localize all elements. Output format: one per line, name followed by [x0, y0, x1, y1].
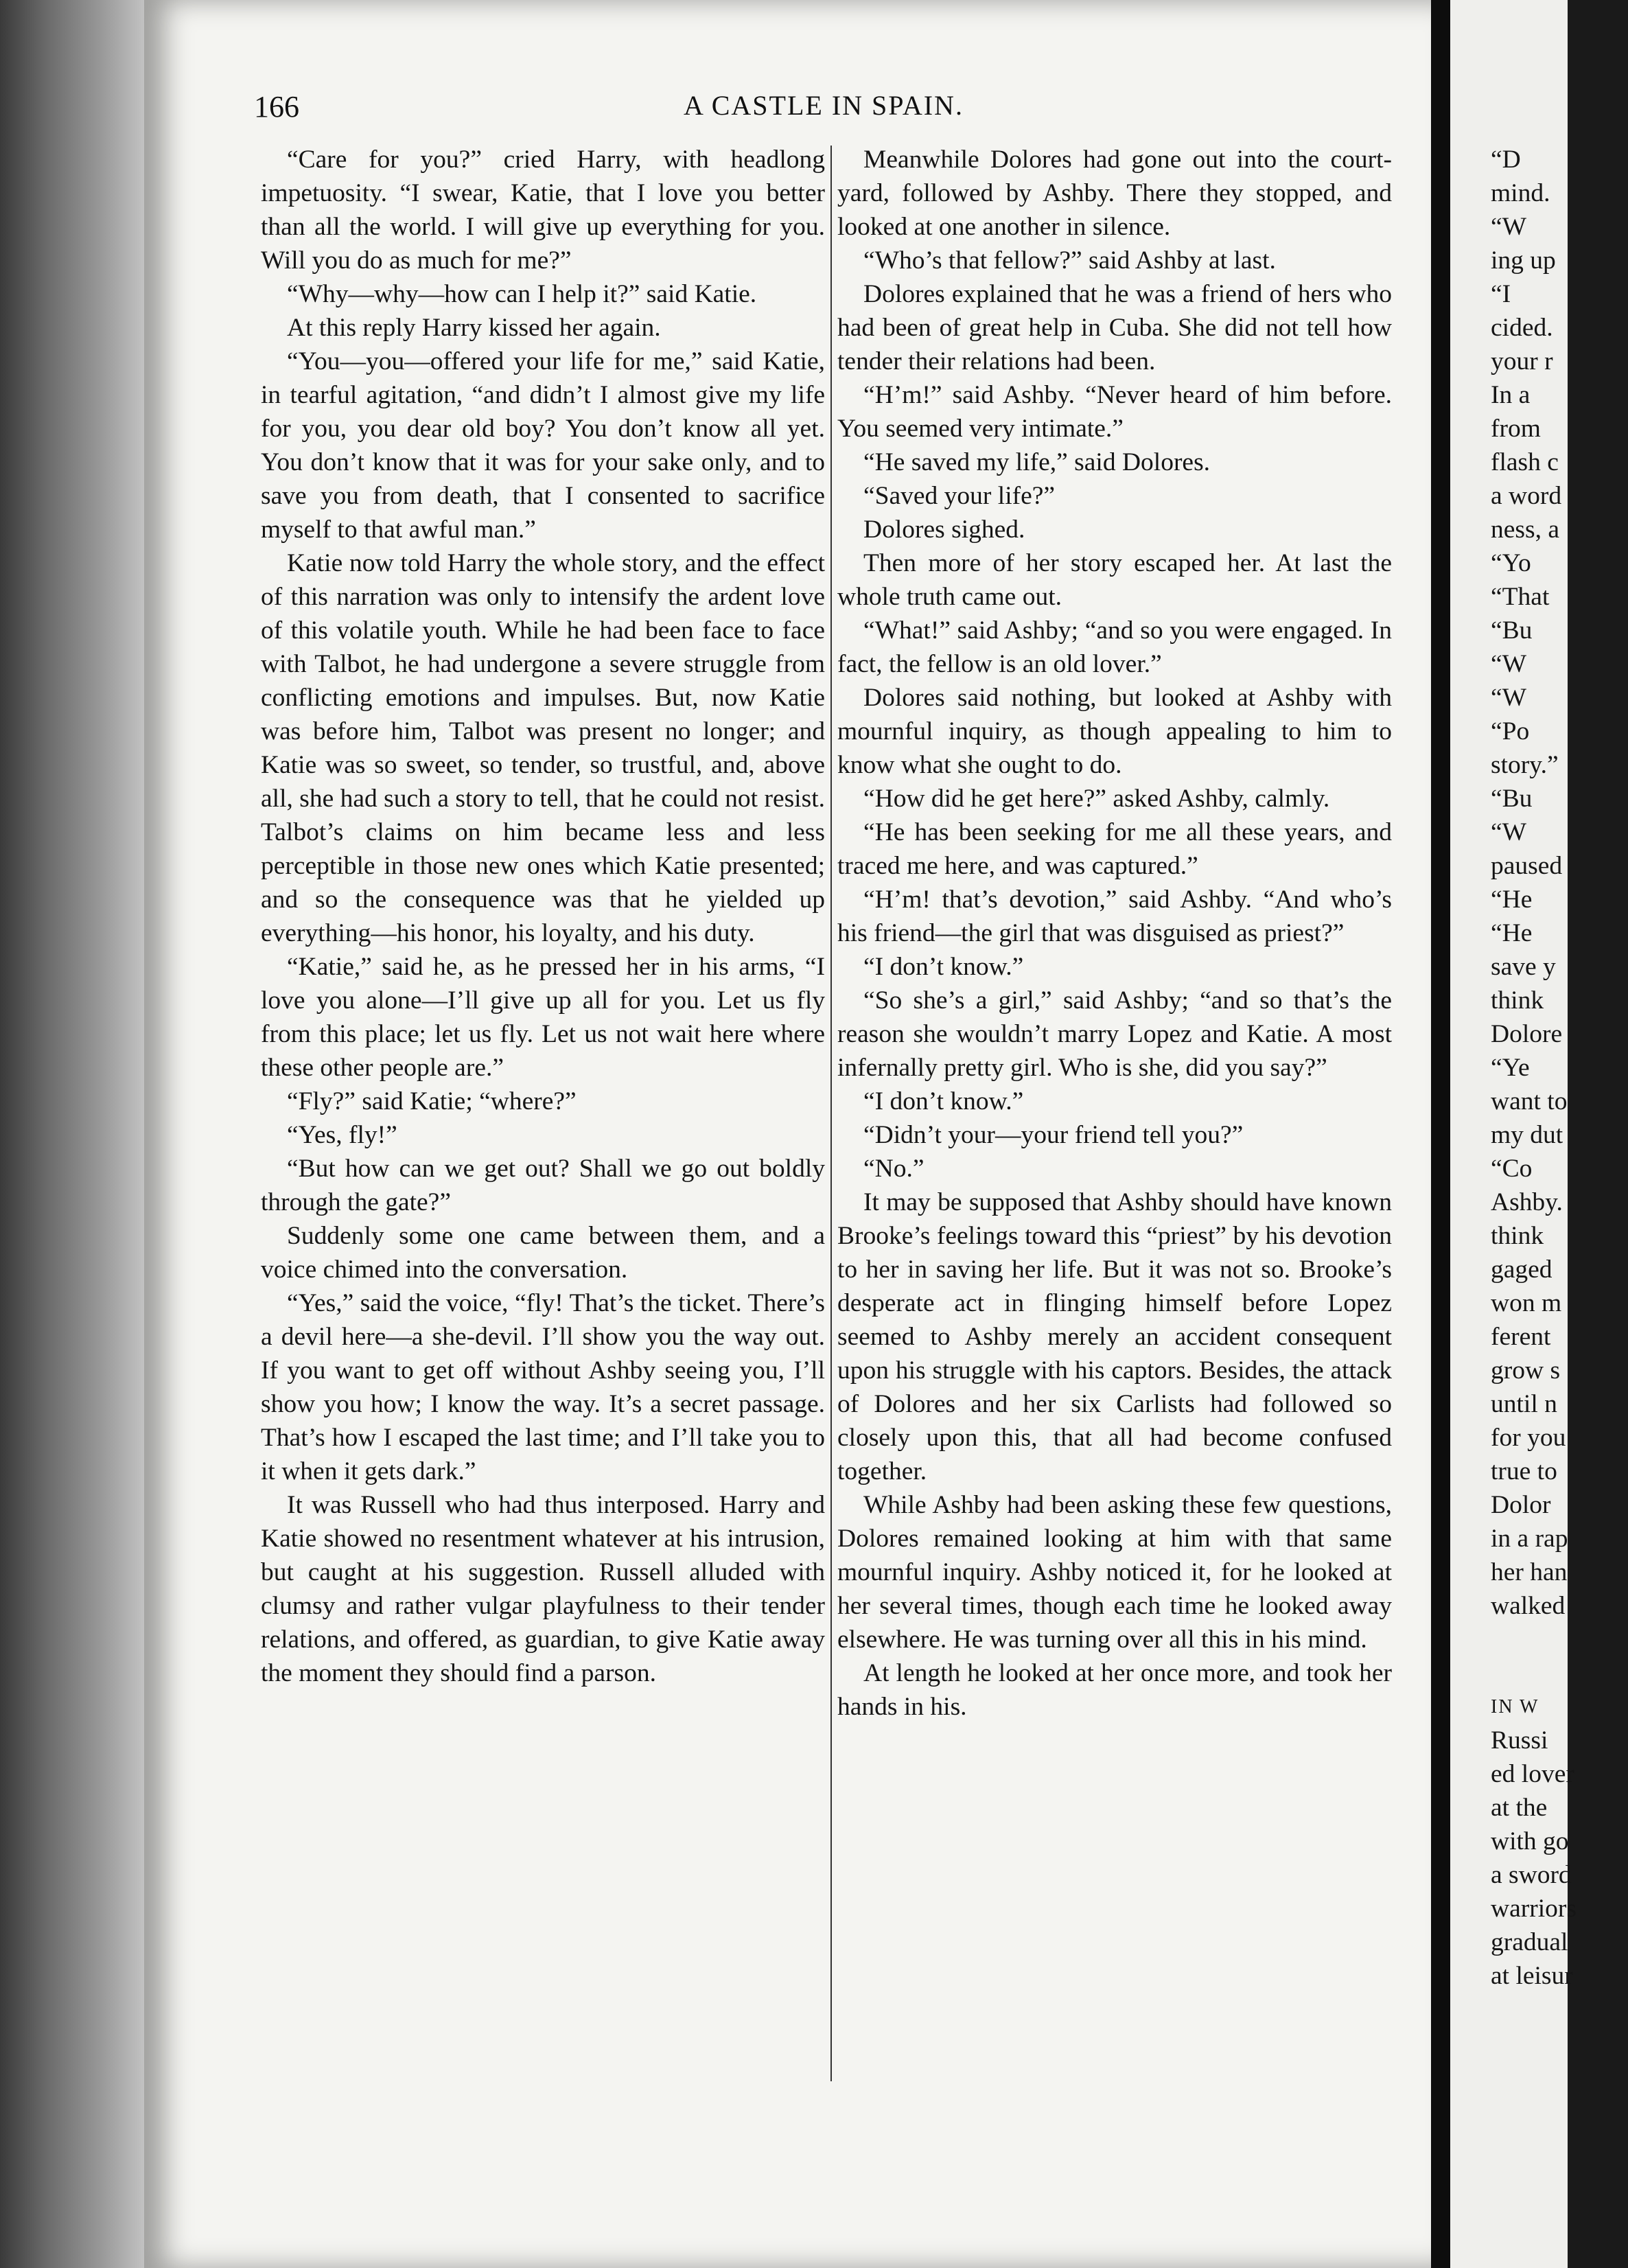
text-fragment: Russi: [1491, 1726, 1548, 1755]
paragraph: “Who’s that fellow?” said Ashby at last.: [863, 246, 1276, 275]
text-fragment: “Ye: [1491, 1054, 1530, 1082]
page-gutter: [1431, 0, 1450, 2268]
text-fragment: ness, a: [1491, 516, 1559, 544]
paragraph: Meanwhile Dolores had gone out into the court-yard, followed by Ashby. There they stopped, and looked at one another in silence.: [837, 146, 1392, 241]
text-fragment: ferent: [1491, 1323, 1551, 1351]
text-fragment: Dolor: [1491, 1491, 1551, 1519]
paragraph: While Ashby had been asking these few questions, Dolores remained looking at him with that same mournful inquiry. Ashby noticed it, for he looked at her several times, though each time he looked away elsewhere. He was turning over all this in his mind.: [837, 1491, 1392, 1654]
text-fragment: “W: [1491, 213, 1527, 241]
paragraph: “What!” said Ashby; “and so you were engaged. In fact, the fellow is an old lover.”: [837, 616, 1392, 678]
paragraph: “I don’t know.”: [863, 1087, 1024, 1115]
paragraph: Dolores said nothing, but looked at Ashby with mournful inquiry, as though appealing to him to know what she ought to do.: [837, 684, 1392, 779]
text-fragment: walked: [1491, 1592, 1566, 1620]
paragraph: “No.”: [863, 1155, 925, 1183]
text-fragment: “I: [1491, 280, 1511, 308]
paragraph: “But how can we get out? Shall we go out boldly through the gate?”: [261, 1155, 825, 1216]
paragraph: “Saved your life?”: [863, 482, 1056, 510]
paragraph: “Katie,” said he, as he pressed her in his arms, “I love you alone—I’ll give up all for you. Let us fly from this place; let us fly. Let us not wait here where these other people are.”: [261, 953, 825, 1082]
text-fragment: gaged: [1491, 1256, 1553, 1284]
text-fragment: “He: [1491, 919, 1533, 947]
text-fragment: her han: [1491, 1558, 1568, 1586]
paragraph: Then more of her story escaped her. At last the whole truth came out.: [837, 549, 1392, 611]
text-fragment: want to: [1491, 1087, 1568, 1115]
text-fragment: “Bu: [1491, 785, 1533, 813]
text-fragment: paused: [1491, 852, 1563, 880]
text-fragment: ing up: [1491, 246, 1556, 275]
paragraph: “How did he get here?” asked Ashby, calmly.: [863, 785, 1330, 813]
paragraph: “So she’s a girl,” said Ashby; “and so that’s the reason she wouldn’t marry Lopez and Katie. A most infernally pretty girl. Who is she, did you say?”: [837, 986, 1392, 1082]
text-fragment: for you: [1491, 1424, 1566, 1452]
text-fragment: ed lover: [1491, 1760, 1574, 1788]
text-fragment: warriors: [1491, 1895, 1577, 1923]
text-fragment: “Yo: [1491, 549, 1531, 577]
paragraph: At length he looked at her once more, and took her hands in his.: [837, 1659, 1392, 1721]
text-fragment: “Bu: [1491, 616, 1533, 645]
text-fragment: “Co: [1491, 1155, 1533, 1183]
text-fragment: “D: [1491, 146, 1521, 174]
paragraph: “Fly?” said Katie; “where?”: [287, 1087, 577, 1115]
text-fragment: “W: [1491, 650, 1527, 678]
page-header: [254, 89, 1393, 130]
text-fragment: “That: [1491, 583, 1550, 611]
text-fragment: won m: [1491, 1289, 1562, 1317]
text-fragment: flash c: [1491, 448, 1559, 476]
paragraph: “Yes,” said the voice, “fly! That’s the ticket. There’s a devil here—a she-devil. I’ll show you the way out. If you want to get off without Ashby seeing you, I’ll show you how; I know the way. It’s a secret passage. That’s how I escaped the last time; and I’ll take you to it when it gets dark.”: [261, 1289, 825, 1485]
paragraph: “You—you—offered your life for me,” said Katie, in tearful agitation, “and didn’t I almost give my life for you, you dear old boy? You don’t know all yet. You don’t know that it was for your sake only, and to save you from death, that I consented to sacrifice myself to that awful man.”: [261, 347, 825, 544]
text-fragment: until n: [1491, 1390, 1557, 1418]
text-fragment: “He: [1491, 886, 1533, 914]
text-fragment: true to: [1491, 1457, 1557, 1485]
right-text-column: [837, 143, 1392, 1724]
text-fragment: IN W: [1491, 1696, 1539, 1717]
text-fragment: grow s: [1491, 1356, 1561, 1385]
paragraph: “Didn’t your—your friend tell you?”: [863, 1121, 1244, 1149]
text-fragment: think: [1491, 986, 1544, 1015]
text-fragment: story.”: [1491, 751, 1559, 779]
text-fragment: cided.: [1491, 314, 1553, 342]
text-fragment: in a rap: [1491, 1525, 1568, 1553]
text-fragment: “W: [1491, 818, 1527, 846]
text-fragment: gradual: [1491, 1928, 1568, 1956]
page-number: 166: [254, 90, 299, 124]
text-fragment: your r: [1491, 347, 1553, 375]
text-fragment: In a: [1491, 381, 1531, 409]
text-fragment: “W: [1491, 684, 1527, 712]
text-fragment: at leisur: [1491, 1962, 1573, 1990]
text-fragment: from: [1491, 415, 1541, 443]
paragraph: “Why—why—how can I help it?” said Katie.: [287, 280, 757, 308]
paragraph: Dolores explained that he was a friend of hers who had been of great help in Cuba. She did not tell how tender their relations had been.: [837, 280, 1392, 375]
paragraph: Katie now told Harry the whole story, and the effect of this narration was only to intensify the ardent love of this volatile youth. While he had been face to face with Talbot, he had undergone a severe struggle from conflicting emotions and impulses. But, now Katie was before him, Talbot was present no longer; and Katie was so sweet, so tender, so trustful, and, above all, she had such a story to tell, that he could not resist. Talbot’s claims on him became less and less perceptible in those new ones which Katie presented; and so the consequence was that he yielded up everything—his honor, his loyalty, and his duty.: [261, 549, 825, 947]
paragraph: “H’m!” said Ashby. “Never heard of him before. You seemed very intimate.”: [837, 381, 1392, 443]
paragraph: “Care for you?” cried Harry, with headlong impetuosity. “I swear, Katie, that I love you better than all the world. I will give up everything for you. Will you do as much for me?”: [261, 146, 825, 275]
text-fragment: think: [1491, 1222, 1544, 1250]
text-fragment: “Po: [1491, 717, 1530, 745]
column-divider: [830, 146, 832, 2081]
text-fragment: a word: [1491, 482, 1562, 510]
paragraph: “He has been seeking for me all these years, and traced me here, and was captured.”: [837, 818, 1392, 880]
paragraph: It was Russell who had thus interposed. Harry and Katie showed no resentment whatever at his intrusion, but caught at his suggestion. Russell alluded with clumsy and rather vulgar playfulness to their tender relations, and offered, as guardian, to give Katie away the moment they should find a parson.: [261, 1491, 825, 1687]
text-fragment: mind.: [1491, 179, 1550, 207]
text-fragment: Ashby.: [1491, 1188, 1563, 1216]
paragraph: “H’m! that’s devotion,” said Ashby. “And who’s his friend—the girl that was disguised as priest?”: [837, 886, 1392, 947]
paragraph: Suddenly some one came between them, and a voice chimed into the conversation.: [261, 1222, 825, 1284]
book-binding-shadow: [0, 0, 158, 2268]
text-fragment: my dut: [1491, 1121, 1563, 1149]
text-fragment: Dolore: [1491, 1020, 1563, 1048]
text-fragment: at the: [1491, 1794, 1548, 1822]
text-fragment: save y: [1491, 953, 1556, 981]
left-text-column: [261, 143, 825, 1690]
text-fragment: with go: [1491, 1827, 1569, 1855]
running-title: A CASTLE IN SPAIN.: [684, 90, 964, 121]
paragraph: “Yes, fly!”: [287, 1121, 397, 1149]
paragraph: At this reply Harry kissed her again.: [287, 314, 661, 342]
paragraph: Dolores sighed.: [863, 516, 1025, 544]
next-page-fragments: [1491, 143, 1628, 1993]
text-fragment: a sword: [1491, 1861, 1572, 1889]
paragraph: “I don’t know.”: [863, 953, 1024, 981]
paragraph: It may be supposed that Ashby should have known Brooke’s feelings toward this “priest” by his devotion to her in saving her life. But it was not so. Brooke’s desperate act in flinging himself before Lopez seemed to Ashby merely an accident consequent upon his struggle with his captors. Besides, the attack of Dolores and her six Carlists had followed so closely upon this, that all had become confused together.: [837, 1188, 1392, 1485]
paragraph: “He saved my life,” said Dolores.: [863, 448, 1211, 476]
